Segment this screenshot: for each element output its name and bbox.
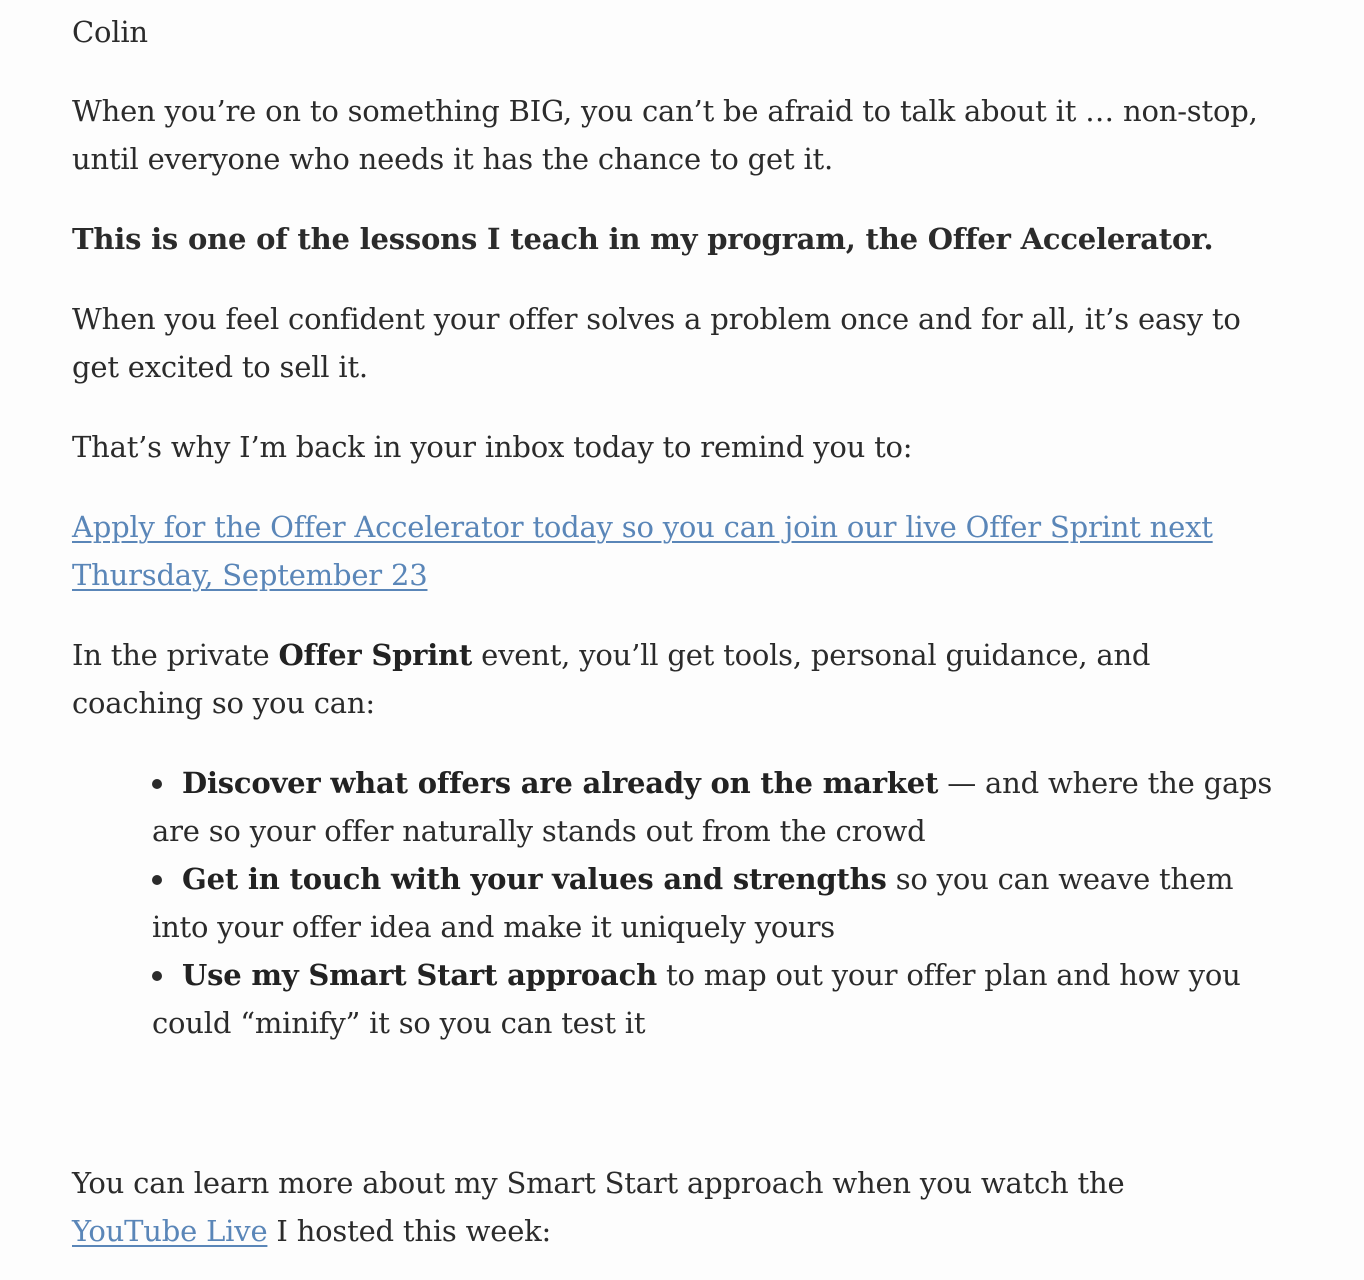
list-item — [152, 855, 1282, 951]
bullet-icon — [152, 779, 162, 789]
bullet-icon — [152, 971, 162, 981]
youtube-text-post: I hosted this week: — [267, 1214, 552, 1248]
offer-sprint-text-post: event, you’ll get tools, personal guidance, and coaching so you can: — [72, 638, 1151, 720]
greeting: Colin — [72, 15, 148, 49]
benefits-list — [152, 759, 1282, 1047]
benefit-text: — and where the gaps are so your offer naturally stands out from the crowd — [152, 766, 1273, 848]
benefit-text: to map out your offer plan and how you could “minify” it so you can test it — [152, 958, 1241, 1040]
paragraph-youtube — [72, 1159, 1252, 1255]
list-item — [152, 759, 1282, 855]
list-item — [152, 951, 1282, 1047]
benefit-bold: Get in touch with your values and strengths — [182, 862, 887, 896]
paragraph-confidence: When you feel confident your offer solves a problem once and for all, it’s easy to get excited to sell it. — [72, 302, 1241, 384]
paragraph-lesson: This is one of the lessons I teach in my program, the Offer Accelerator. — [72, 222, 1214, 256]
benefit-bold: Use my Smart Start approach — [182, 958, 657, 992]
benefit-text: so you can weave them into your offer idea and make it uniquely yours — [152, 862, 1234, 944]
paragraph-apply — [72, 503, 1222, 599]
offer-sprint-bold: Offer Sprint — [278, 638, 473, 672]
benefit-bold: Discover what offers are already on the market — [182, 766, 939, 800]
apply-link[interactable]: Apply for the Offer Accelerator today so you can join our live Offer Sprint next Thursday, September 23 — [72, 510, 1213, 592]
offer-sprint-text-pre: In the private — [72, 638, 279, 672]
paragraph-offer-sprint — [72, 631, 1272, 727]
youtube-text-pre: You can learn more about my Smart Start approach when you watch the — [72, 1166, 1125, 1200]
bullet-icon — [152, 875, 162, 885]
youtube-live-link[interactable]: YouTube Live — [72, 1214, 268, 1248]
paragraph-reminder: That’s why I’m back in your inbox today to remind you to: — [72, 430, 913, 464]
paragraph-intro: When you’re on to something BIG, you can’t be afraid to talk about it … non-stop, until everyone who needs it has the chance to get it. — [72, 94, 1258, 176]
